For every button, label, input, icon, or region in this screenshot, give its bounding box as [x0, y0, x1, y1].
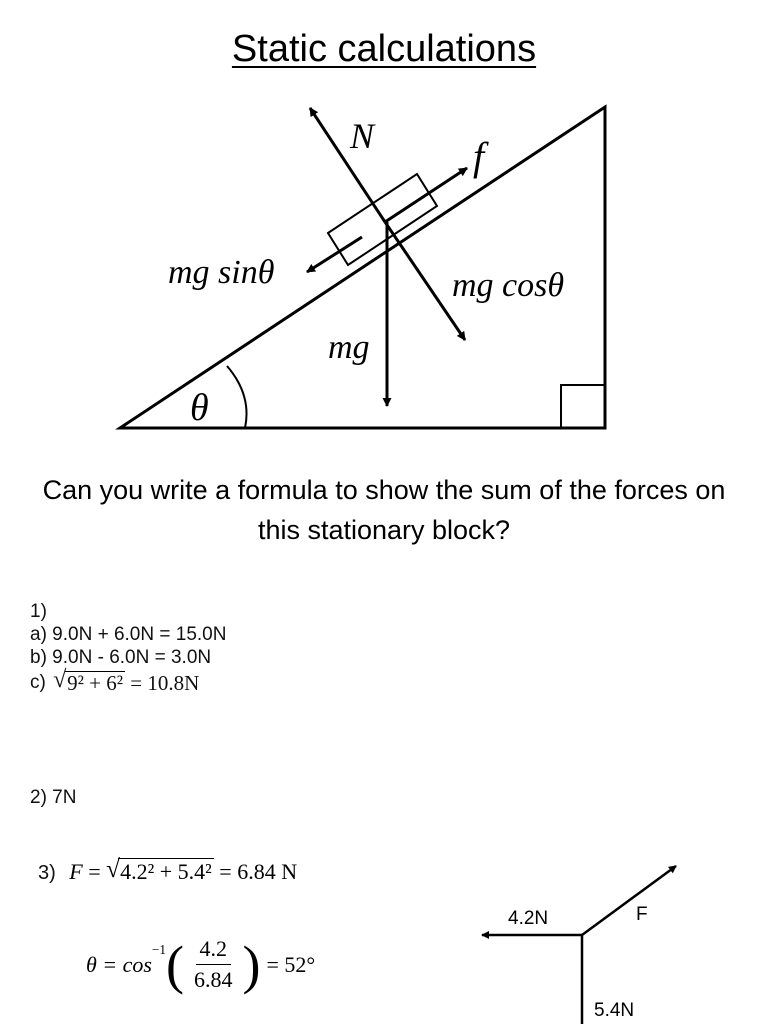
- sqrt-symbol: √ 4.2² + 5.4²: [106, 855, 212, 884]
- fraction-denominator: 6.84: [194, 967, 233, 992]
- answer-3-angle: [86, 936, 315, 993]
- answer-1-number: 1): [30, 601, 47, 622]
- label-weight: mg: [328, 329, 370, 366]
- answer-1c-radicand: 9² + 6²: [67, 671, 124, 695]
- incline-force-diagram: [0, 90, 768, 440]
- answer-3-inverse: −1: [151, 942, 167, 957]
- answer-1c: [30, 666, 226, 696]
- answer-3-radicand: 4.2² + 5.4²: [120, 859, 212, 884]
- label-angle: θ: [190, 387, 209, 429]
- label-mg-sin: mg sinθ: [168, 254, 275, 291]
- answer-3-fraction: [190, 936, 237, 993]
- answer-3-eq: =: [88, 859, 101, 884]
- left-paren: (: [166, 934, 184, 995]
- angle-arc: [227, 366, 247, 428]
- answer-1c-result: = 10.8N: [130, 671, 200, 695]
- answer-2: 2) 7N: [30, 787, 77, 808]
- answer-1a: a) 9.0N + 6.0N = 15.0N: [30, 624, 227, 645]
- answer-3-magnitude: [38, 855, 298, 885]
- vector-diagram: [470, 850, 710, 1024]
- answer-3-lhs: F: [69, 859, 83, 884]
- label-mg-cos: mg cosθ: [452, 267, 565, 304]
- answer-3-theta: θ = cos: [86, 951, 152, 977]
- answer-1c-label: c): [30, 672, 46, 693]
- answer-1: [30, 600, 226, 696]
- answer-1b: b) 9.0N - 6.0N = 3.0N: [30, 647, 212, 668]
- answer-3-theta-result: = 52°: [266, 951, 316, 977]
- question-text: Can you write a formula to show the sum of the forces on this stationary block?: [42, 475, 726, 545]
- right-angle-marker: [561, 385, 605, 428]
- vector-label-left: 4.2N: [508, 908, 549, 929]
- fraction-numerator: 4.2: [196, 936, 232, 965]
- page-title: Static calculations: [231, 28, 537, 70]
- answer-3-result: = 6.84 N: [219, 859, 298, 884]
- answer-3-label: 3): [38, 862, 56, 884]
- vector-diagonal-arrow: [582, 866, 676, 935]
- right-paren: ): [242, 934, 261, 995]
- label-friction: f: [473, 134, 485, 179]
- sqrt-symbol: √ 9² + 6²: [53, 666, 124, 695]
- vector-label-diagonal: F: [636, 904, 648, 925]
- vector-label-down: 5.4N: [594, 1000, 635, 1021]
- label-normal: N: [350, 116, 375, 156]
